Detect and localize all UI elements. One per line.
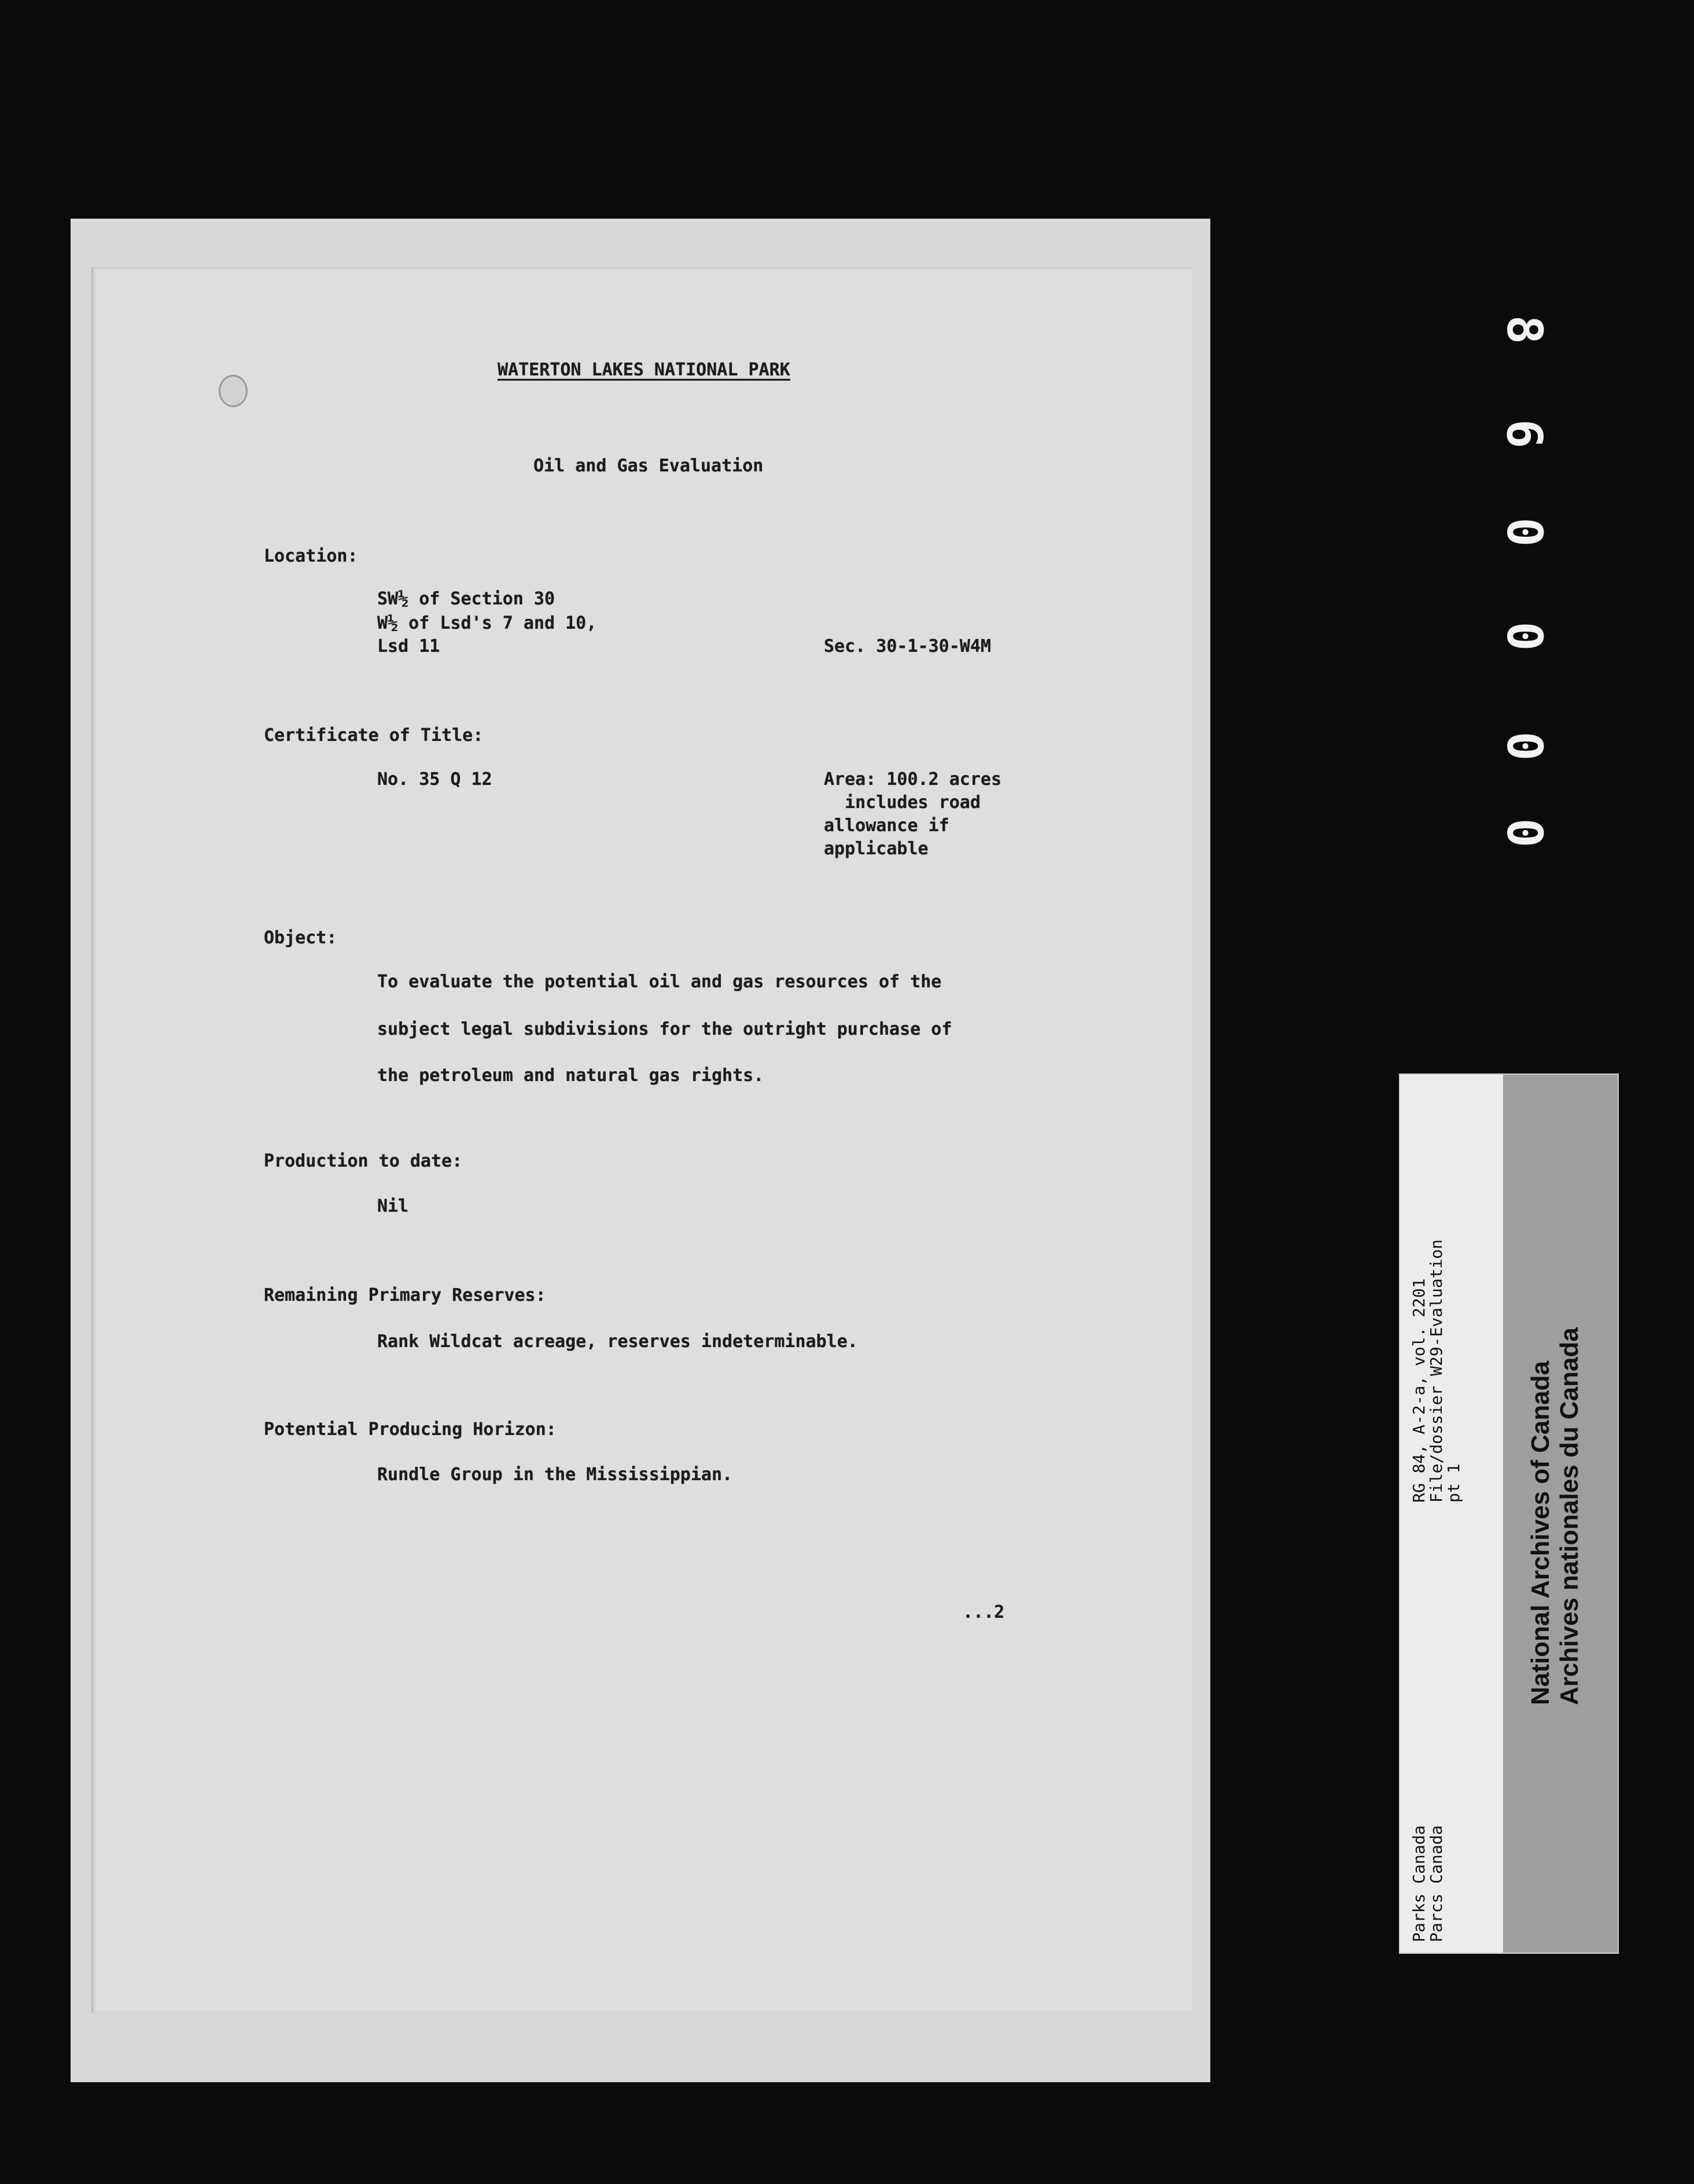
location-reference: Sec. 30-1-30-W4M xyxy=(824,636,991,656)
reserves-heading: Remaining Primary Reserves: xyxy=(264,1285,546,1305)
document-subtitle: Oil and Gas Evaluation xyxy=(533,456,764,476)
agency-line: Parcs Canada xyxy=(1427,1825,1446,1942)
area-line: Area: 100.2 acres xyxy=(824,769,1002,790)
reference-line: File/dossier W29-Evaluation xyxy=(1427,1239,1446,1503)
location-line: SW½ of Section 30 xyxy=(377,589,555,609)
object-heading: Object: xyxy=(264,928,337,948)
frame-digit: 0 xyxy=(1496,621,1553,651)
reference-line: pt 1 xyxy=(1444,1463,1463,1503)
reference-line: RG 84, A-2-a, vol. 2201 xyxy=(1409,1278,1428,1503)
punch-hole xyxy=(219,375,248,407)
reserves-value: Rank Wildcat acreage, reserves indeterminable. xyxy=(377,1331,858,1352)
frame-digit: 8 xyxy=(1496,315,1553,345)
area-line: includes road xyxy=(824,792,981,813)
certificate-heading: Certificate of Title: xyxy=(264,725,484,746)
production-value: Nil xyxy=(377,1196,409,1216)
location-line: Lsd 11 xyxy=(377,636,440,656)
production-heading: Production to date: xyxy=(264,1151,463,1171)
location-line: W½ of Lsd's 7 and 10, xyxy=(377,613,597,633)
object-line: subject legal subdivisions for the outright purchase of xyxy=(377,1019,952,1039)
frame-digit: 0 xyxy=(1496,818,1553,848)
archive-label xyxy=(1399,1073,1619,1954)
area-line: applicable xyxy=(824,839,929,859)
object-line: the petroleum and natural gas rights. xyxy=(377,1065,764,1086)
document-title: WATERTON LAKES NATIONAL PARK xyxy=(498,360,790,380)
agency-line: Parks Canada xyxy=(1409,1825,1428,1942)
archive-name: National Archives of Canada xyxy=(1526,1361,1555,1705)
area-line: allowance if xyxy=(824,816,949,836)
archive-name: Archives nationales du Canada xyxy=(1555,1327,1583,1705)
frame-digit: 6 xyxy=(1496,419,1553,449)
frame-digit: 0 xyxy=(1496,731,1553,761)
horizon-heading: Potential Producing Horizon: xyxy=(264,1419,557,1440)
location-heading: Location: xyxy=(264,546,358,566)
frame-digit: 0 xyxy=(1496,517,1553,547)
horizon-value: Rundle Group in the Mississippian. xyxy=(377,1464,733,1485)
certificate-number: No. 35 Q 12 xyxy=(377,769,492,790)
object-line: To evaluate the potential oil and gas resources of the xyxy=(377,972,942,992)
document-page xyxy=(91,267,1192,2013)
page-continuation: ...2 xyxy=(963,1602,1005,1622)
